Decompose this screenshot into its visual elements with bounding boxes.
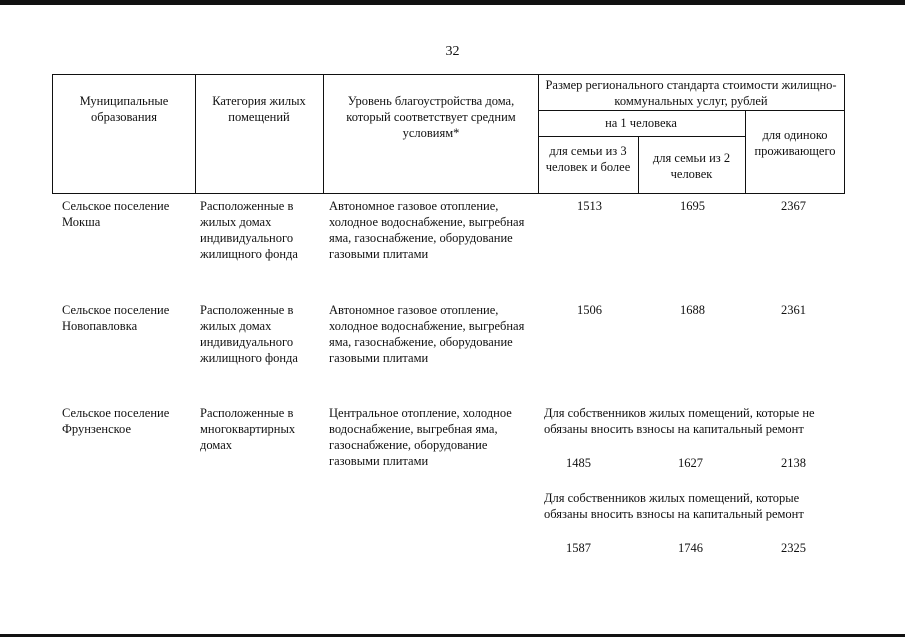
row-level: Центральное отопление, холодное водоснабжение, выгребная яма, газоснабжение, оборудование газовыми плитами	[329, 406, 512, 468]
row-category: Расположенные в жилых домах индивидуального жилищного фонда	[200, 199, 298, 261]
row-value-single: 2367	[781, 199, 806, 213]
header-family-3plus: для семьи из 3 человек и более	[545, 144, 631, 174]
group-note: Для собственников жилых помещений, которые обязаны вносить взносы на капитальный ремонт	[544, 491, 804, 521]
row-value-single: 2138	[781, 456, 806, 470]
row-value-single: 2361	[781, 303, 806, 317]
group-note: Для собственников жилых помещений, которые не обязаны вносить взносы на капитальный ремонт	[544, 406, 815, 436]
row-value-family-2: 1695	[680, 199, 705, 213]
row-value-family-2: 1746	[678, 541, 703, 555]
row-level: Автономное газовое отопление, холодное водоснабжение, выгребная яма, газоснабжение, оборудование газовыми плитами	[329, 303, 525, 365]
row-level: Автономное газовое отопление, холодное водоснабжение, выгребная яма, газоснабжение, оборудование газовыми плитами	[329, 199, 525, 261]
header-family-2: для семьи из 2 человек	[652, 151, 731, 181]
row-value-single: 2325	[781, 541, 806, 555]
row-value-family-3plus: 1587	[566, 541, 591, 555]
header-standard: Размер регионального стандарта стоимости жилищно-коммунальных услуг, рублей	[545, 78, 837, 108]
header-per-person: на 1 человека	[605, 116, 677, 130]
row-category: Расположенные в многоквартирных домах	[200, 406, 296, 452]
header-single: для одиноко проживающего	[754, 128, 836, 158]
top-border	[0, 0, 905, 5]
header-level: Уровень благоустройства дома, который соответствует средним условиям*	[346, 94, 516, 140]
row-value-family-2: 1627	[678, 456, 703, 470]
header-category: Категория жилых помещений	[212, 94, 306, 124]
bottom-border	[0, 634, 905, 637]
row-municipality: Сельское поселение Мокша	[62, 199, 170, 229]
row-value-family-3plus: 1485	[566, 456, 591, 470]
row-value-family-3plus: 1506	[577, 303, 602, 317]
row-value-family-3plus: 1513	[577, 199, 602, 213]
row-municipality: Сельское поселение Фрунзенское	[62, 406, 170, 436]
page-number: 32	[445, 44, 460, 59]
row-value-family-2: 1688	[680, 303, 705, 317]
row-category: Расположенные в жилых домах индивидуального жилищного фонда	[200, 303, 298, 365]
header-municipality: Муниципальные образования	[79, 94, 169, 124]
row-municipality: Сельское поселение Новопавловка	[62, 303, 170, 333]
